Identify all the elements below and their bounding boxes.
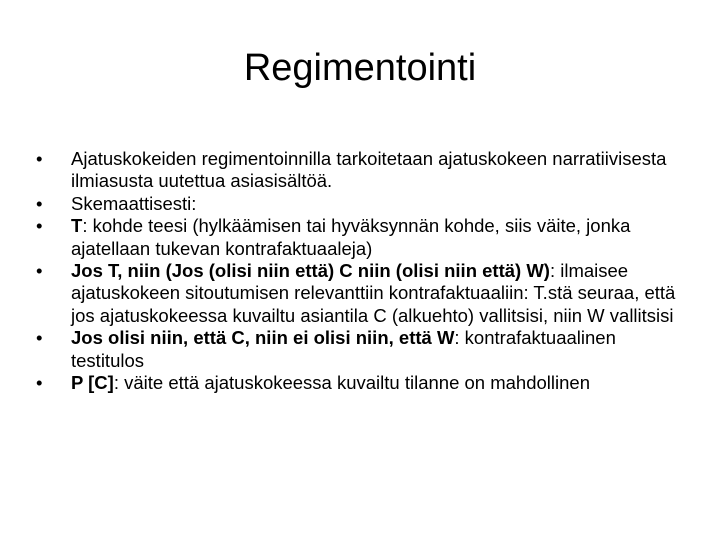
bullet-dot-icon: •: [36, 260, 43, 282]
bullet-dot-icon: •: [36, 327, 43, 349]
bullet-dot-icon: •: [36, 372, 43, 394]
bullet-item: [36, 372, 686, 394]
bullet-item: [36, 193, 686, 215]
bullet-dot-icon: •: [36, 148, 43, 169]
bullet-item: [36, 215, 686, 260]
bullet-bold-text: P [C]: [71, 372, 114, 394]
bullet-text: : kontrafaktuaalinen testitulos: [71, 327, 616, 371]
bullet-text: : ilmaisee ajatuskokeen sitoutumisen relevanttiin kontrafaktuaaliin: T.stä seuraa, että jos ajatuskokeessa kuvailtu asiantila C (alkuehto) vallitsisi, niin W vallitsisi: [71, 260, 676, 326]
bullet-text: Ajatuskokeiden regimentoinnilla tarkoitetaan ajatuskokeen narratiivisesta ilmiasusta uutettua asiasisältöä.: [71, 148, 667, 192]
bullet-item: [36, 260, 686, 327]
bullet-list: [36, 148, 686, 394]
bullet-text: : kohde teesi (hylkäämisen tai hyväksynnän kohde, siis väite, jonka ajatellaan tukevan kontrafaktuaaleja): [71, 215, 631, 259]
bullet-dot-icon: •: [36, 192, 43, 214]
bullet-bold-text: Jos T, niin (Jos (olisi niin että) C niin (olisi niin että) W): [71, 260, 550, 282]
bullet-bold-text: Jos olisi niin, että C, niin ei olisi niin, että W: [71, 327, 455, 349]
bullet-item: [36, 327, 686, 372]
slide-title: Regimentointi: [243, 47, 477, 89]
bullet-bold-text: T: [71, 215, 83, 237]
bullet-dot-icon: •: [36, 215, 43, 237]
bullet-text: Skemaattisesti:: [71, 192, 197, 214]
bullet-text: : väite että ajatuskokeessa kuvailtu tilanne on mahdollinen: [113, 372, 590, 394]
bullet-item: [36, 148, 686, 193]
